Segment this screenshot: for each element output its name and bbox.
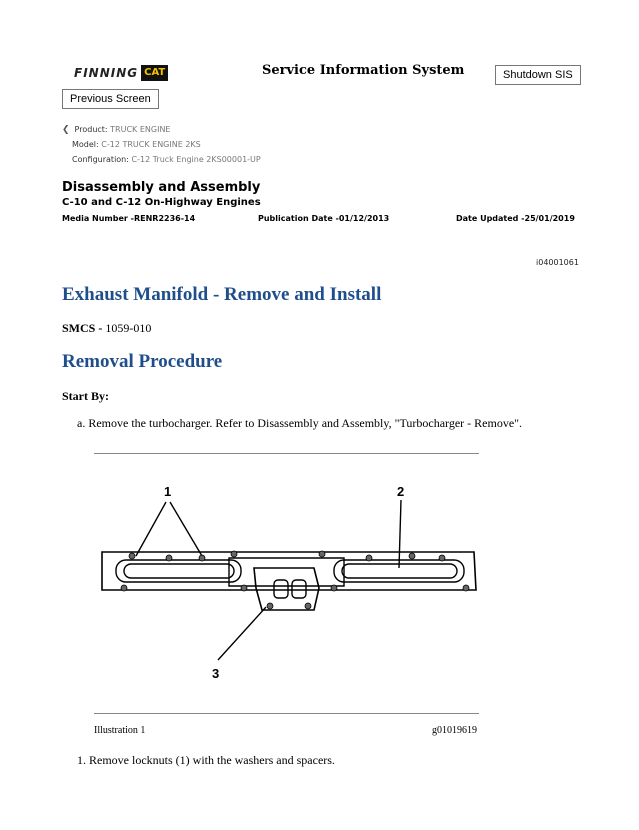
- page-title: Exhaust Manifold - Remove and Install: [62, 284, 382, 305]
- start-step: [77, 416, 522, 431]
- shutdown-sis-button[interactable]: Shutdown SIS: [495, 65, 581, 85]
- illustration-id: g01019619: [432, 725, 477, 736]
- product-label: Product:: [74, 125, 108, 134]
- publication-date: Publication Date -01/12/2013: [258, 214, 390, 223]
- step-1: [77, 753, 335, 768]
- step-1-text: Remove locknuts (1) with the washers and spacers.: [89, 753, 335, 767]
- model-row: [72, 140, 201, 149]
- section-title: Removal Procedure: [62, 351, 223, 372]
- model-label: Model:: [72, 140, 99, 149]
- smcs-code: [62, 321, 151, 336]
- illustration-bottom-divider: [94, 713, 479, 714]
- chevron-left-icon[interactable]: ❮: [62, 125, 70, 135]
- system-title: Service Information System: [262, 63, 465, 78]
- callout-1-label: 1: [164, 484, 172, 499]
- start-step-marker: a.: [77, 416, 86, 430]
- cat-badge: CAT: [141, 65, 168, 81]
- finning-cat-logo: [74, 63, 168, 83]
- smcs-label: SMCS -: [62, 321, 103, 335]
- configuration-value: C-12 Truck Engine 2KS00001-UP: [131, 155, 261, 164]
- start-by-label: Start By:: [62, 389, 109, 403]
- configuration-label: Configuration:: [72, 155, 129, 164]
- exhaust-manifold-illustration: [94, 470, 484, 685]
- logo-text: FINNING: [74, 66, 139, 80]
- date-updated: Date Updated -25/01/2019: [456, 214, 575, 223]
- step-1-marker: 1.: [77, 753, 86, 767]
- callout-3-label: 3: [212, 666, 220, 681]
- document-heading: Disassembly and Assembly: [62, 180, 261, 195]
- smcs-value: 1059-010: [105, 321, 152, 335]
- model-value: C-12 TRUCK ENGINE 2KS: [101, 140, 201, 149]
- document-subheading: C-10 and C-12 On-Highway Engines: [62, 197, 261, 208]
- callout-2-label: 2: [397, 484, 405, 499]
- previous-screen-button[interactable]: Previous Screen: [62, 89, 159, 109]
- media-number: Media Number -RENR2236-14: [62, 214, 196, 223]
- illustration-caption: Illustration 1: [94, 725, 146, 736]
- product-value: TRUCK ENGINE: [110, 125, 171, 134]
- document-id: i04001061: [536, 258, 579, 267]
- configuration-row: [72, 155, 261, 164]
- product-row: [62, 125, 170, 135]
- illustration-top-divider: [94, 453, 479, 454]
- start-step-text: Remove the turbocharger. Refer to Disassembly and Assembly, "Turbocharger - Remove".: [88, 416, 523, 430]
